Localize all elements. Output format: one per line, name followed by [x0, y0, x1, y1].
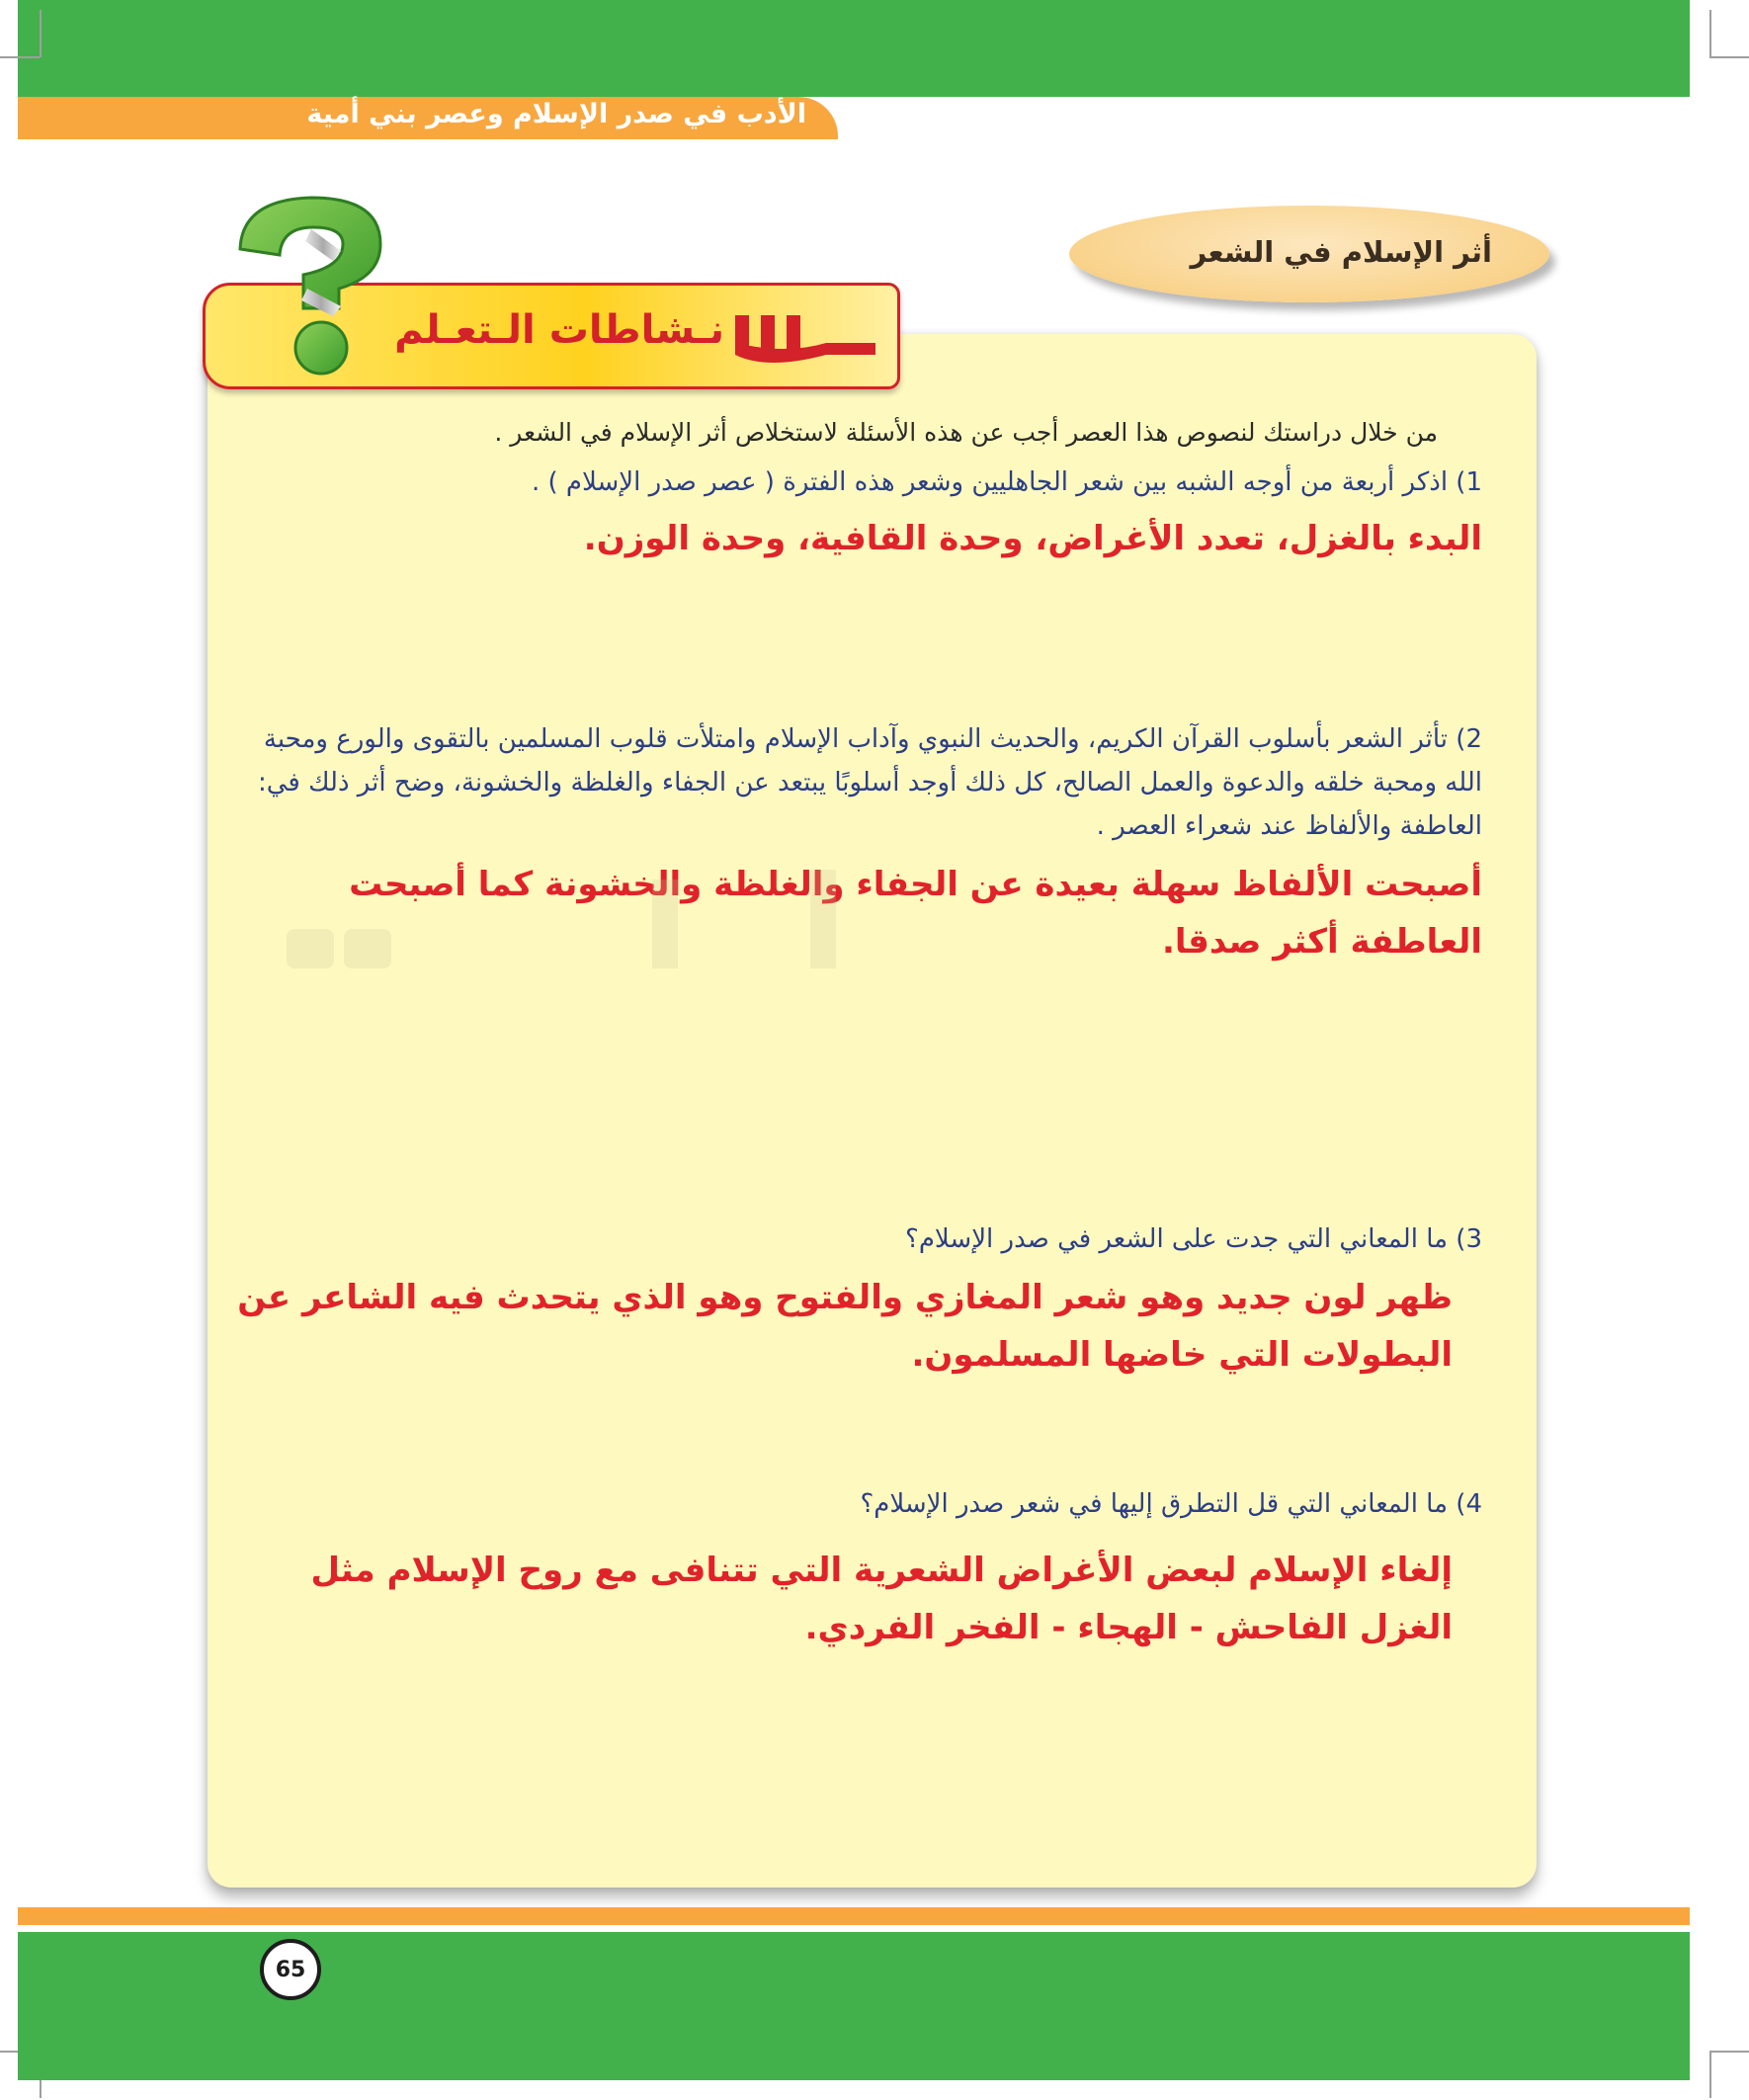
crop-mark [0, 56, 40, 58]
answer-3: ظهر لون جديد وهو شعر المغازي والفتوح وهو الذي يتحدث فيه الشاعر عن البطولات التي خاضها المسلمون. [237, 1278, 1453, 1375]
chapter-header-bar [18, 97, 838, 139]
answer-1: البدء بالغزل، تعدد الأغراض، وحدة القافية، وحدة الوزن. [583, 519, 1482, 558]
topic-pill [1069, 206, 1549, 302]
crop-mark [1709, 56, 1749, 58]
crop-mark [40, 10, 42, 57]
intro-text: من خلال دراستك لنصوص هذا العصر أجب عن هذه الأسئلة لاستخلاص أثر الإسلام في الشعر . [494, 418, 1438, 447]
panel-content [237, 334, 1482, 1888]
crop-mark [1709, 2051, 1749, 2053]
topic-title: أثر الإسلام في الشعر [1190, 235, 1492, 269]
question-2: 2) تأثر الشعر بأسلوب القرآن الكريم، والحديث النبوي وآداب الإسلام وامتلأت قلوب المسلمين بالتقوى والورع ومحبة الله ومحبة خلقه والدعوة والعمل الصالح، كل ذلك أوجد أسلوبًا يبتعد عن الجفاء والغلظة والخشونة، وضح أثر ذلك في: العاطفة والألفاظ عند شعراء العصر . [258, 724, 1482, 841]
bottom-orange-band [18, 1907, 1690, 1925]
crop-mark [1709, 10, 1711, 57]
watermark-decoration [287, 870, 840, 988]
answer-4: إلغاء الإسلام لبعض الأغراض الشعرية التي تتنافى مع روح الإسلام مثل الغزل الفاحش - الهجاء - الفخر الفردي. [310, 1551, 1453, 1647]
activities-panel [208, 334, 1537, 1888]
crop-mark [1709, 2051, 1711, 2098]
answer-2: أصبحت الألفاظ سهلة بعيدة عن الجفاء والغلظة والخشونة كما أصبحت العاطفة أكثر صدقا. [349, 865, 1482, 962]
top-green-band [18, 0, 1690, 97]
question-1: 1) اذكر أربعة من أوجه الشبه بين شعر الجاهليين وشعر هذه الفترة ( عصر صدر الإسلام ) . [531, 467, 1482, 497]
chapter-title: الأدب في صدر الإسلام وعصر بني أمية [306, 99, 806, 129]
page-number: 65 [260, 1939, 321, 2000]
question-4: 4) ما المعاني التي قل التطرق إليها في شعر صدر الإسلام؟ [860, 1489, 1482, 1519]
question-3: 3) ما المعاني التي جدت على الشعر في صدر الإسلام؟ [905, 1224, 1482, 1254]
banner-ornament-icon [727, 294, 885, 373]
banner-title: نـشاطات الـتعـلم [394, 307, 724, 353]
question-mark-icon [222, 190, 430, 378]
